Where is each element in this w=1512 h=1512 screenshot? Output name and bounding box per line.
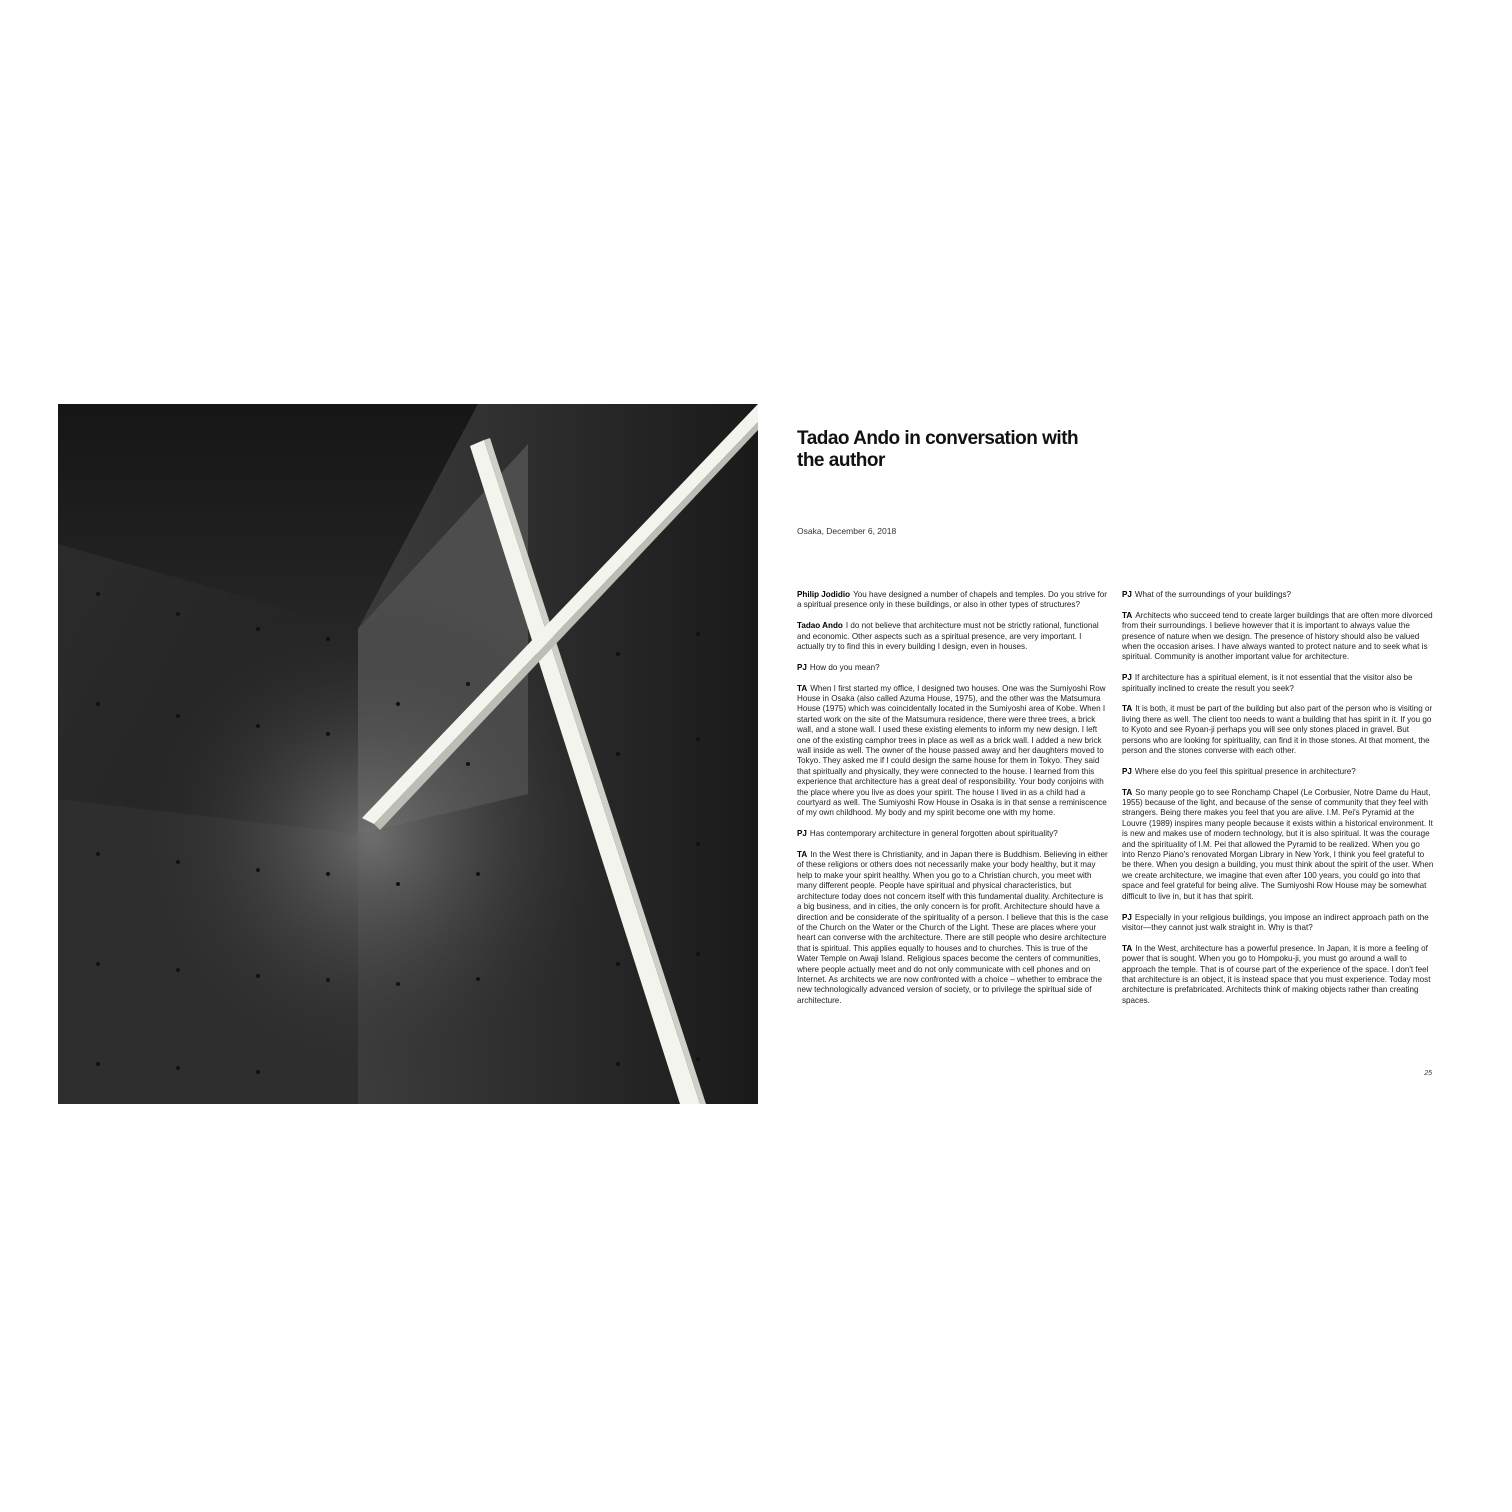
speaker-label: TA: [797, 850, 808, 860]
speaker-label: PJ: [1122, 673, 1132, 683]
paragraph-text: So many people go to see Ronchamp Chapel (Le Corbusier, Notre Dame du Haut, 1955) because of the light, and because of the sense of community that they feel with strangers. Being there makes you feel that you are alive. I.M. Pei's Pyramid at the Louvre (1989) inspires many people because it exists within a historical environment. It is new and makes use of modern technology, but it is also spiritual. It was the courage and the spirituality of I.M. Pei that allowed the Pyramid to be realized. When you go into Renzo Piano's renovated Morgan Library in New York, I think you feel grateful to be there. When you design a building, you must think about the spirit of the user. When we create architecture, we imagine that even after 100 years, you could go into that space and feel grateful for being alive. The Sumiyoshi Row House may be somewhat difficult to live in, but it has that spirit.: [1122, 787, 1434, 901]
interview-paragraph: [1122, 611, 1434, 663]
text-column-right: [1122, 590, 1434, 1017]
interview-paragraph: [797, 621, 1109, 652]
speaker-label: PJ: [1122, 912, 1132, 922]
interview-paragraph: [797, 590, 1109, 611]
interview-paragraph: [1122, 704, 1434, 756]
paragraph-text: What of the surroundings of your buildings?: [1134, 590, 1292, 599]
page-number: 25: [1424, 1070, 1432, 1077]
paragraph-text: In the West, architecture has a powerful presence. In Japan, it is more a feeling of power that is sought. When you go to Hompoku-ji, you must go around a wall to approach the temple. That is of course part of the experience of the space. I don't feel that architecture is an object, it is instead space that you must experience. Today most architecture is prefabricated. Architects think of making objects rather than creating spaces.: [1122, 943, 1431, 1005]
interview-paragraph: [797, 663, 1109, 673]
speaker-label: PJ: [1122, 590, 1132, 599]
paragraph-text: You have designed a number of chapels and temples. Do you strive for a spiritual presence only in these buildings, or also in other types of structures?: [797, 590, 1107, 610]
speaker-label: Philip Jodidio: [797, 590, 851, 599]
speaker-label: TA: [1122, 943, 1133, 953]
light-cross-photograph: [58, 404, 758, 1104]
paragraph-text: It is both, it must be part of the building but also part of the person who is visiting or living there as well. The client too needs to want a building that has spirit in it. If you go to Kyoto and see Ryoan-ji perhaps you will see only stones placed in gravel. But persons who are looking for spirituality, can find it in those stones. At that moment, the person and the stones converse with each other.: [1122, 704, 1433, 756]
paragraph-text: When I first started my office, I designed two houses. One was the Sumiyoshi Row House in Osaka (also called Azuma House, 1975), and the other was the Matsumura House (1975) which was coincidentally located in the Sumiyoshi area of Kobe. When I started work on the site of the Matsumura residence, there were three trees, a brick wall, and a stone wall. I used these existing elements to inform my new design. I left one of the existing camphor trees in place as well as a brick wall. I added a new brick wall inside as well. The owner of the house passed away and her daughters moved to Tokyo. They asked me if I could design the same house for them in Tokyo. They said that spiritually and physically, they were connected to the house. I learned from this experience that architecture has a great deal of responsibility. Your body conjoins with the place where you live as does your spirit. The house I lived in as a child had a courtyard as well. The Sumiyoshi Row House in Osaka is in that sense a reminiscence of my own childhood. My body and my spirit become one with my home.: [797, 683, 1107, 818]
speaker-label: TA: [1122, 787, 1133, 797]
speaker-label: PJ: [797, 662, 807, 672]
article-title: Tadao Ando in conversation with the author: [797, 428, 1079, 471]
interview-paragraph: [1122, 590, 1434, 600]
speaker-label: TA: [1122, 704, 1133, 714]
speaker-label: PJ: [1122, 766, 1132, 776]
speaker-label: TA: [1122, 610, 1133, 620]
speaker-label: Tadao Ando: [797, 621, 843, 631]
interview-paragraph: [1122, 673, 1434, 694]
interview-paragraph: [1122, 788, 1434, 902]
paragraph-text: In the West there is Christianity, and in Japan there is Buddhism. Believing in either of these religions or others does not necessarily make your body healthy, but it may help to make your spirit healthy. When you go to a Christian church, you meet with many different people. People have spiritual and physical characteristics, but architecture today does not concern itself with this fundamental duality. Architecture is a big business, and in cities, the only concern is for profit. Architecture should have a direction and be considerate of the spirituality of a person. I believe that this is the case of the Church on the Water or the Church of the Light. These are places where your heart can converse with the architecture. There are still people who desire architecture that is spiritual. This applies equally to houses and to churches. This is true of the Water Temple on Awaji Island. Religious spaces become the centers of communities, where people actually meet and do not only communicate with cell phones and on Internet. As architects we are now confronted with a choice – whether to embrace the new technologically advanced version of society, or to privilege the spiritual side of architecture.: [797, 850, 1109, 1005]
interview-paragraph: [797, 829, 1109, 839]
interview-paragraph: [797, 684, 1109, 819]
interview-date: Osaka, December 6, 2018: [797, 526, 897, 536]
paragraph-text: Architects who succeed tend to create larger buildings that are often more divorced from their surroundings. I believe however that it is important to always value the presence of nature when we design. The presence of history should also be valued when the occasion arises. I have always wanted to protect nature and to seek what is spiritual. Community is another important value for architecture.: [1122, 610, 1433, 662]
photo-illustration: [58, 404, 758, 1104]
interview-paragraph: [1122, 944, 1434, 1006]
paragraph-text: Where else do you feel this spiritual presence in architecture?: [1134, 766, 1356, 776]
paragraph-text: I do not believe that architecture must not be strictly rational, functional and economic. Other aspects such as a spiritual presence, are very important. I actually try to find this in every building I design, even in houses.: [797, 621, 1099, 652]
paragraph-text: How do you mean?: [809, 662, 880, 672]
paragraph-text: Has contemporary architecture in general forgotten about spirituality?: [809, 829, 1058, 839]
paragraph-text: Especially in your religious buildings, you impose an indirect approach path on the visitor—they cannot just walk straight in. Why is that?: [1122, 912, 1429, 932]
speaker-label: TA: [797, 683, 808, 693]
interview-paragraph: [797, 850, 1109, 1006]
paragraph-text: If architecture has a spiritual element, is it not essential that the visitor also be spiritually inclined to create the result you seek?: [1122, 673, 1413, 693]
interview-paragraph: [1122, 767, 1434, 777]
text-column-left: [797, 590, 1109, 1017]
interview-paragraph: [1122, 913, 1434, 934]
speaker-label: PJ: [797, 829, 807, 839]
